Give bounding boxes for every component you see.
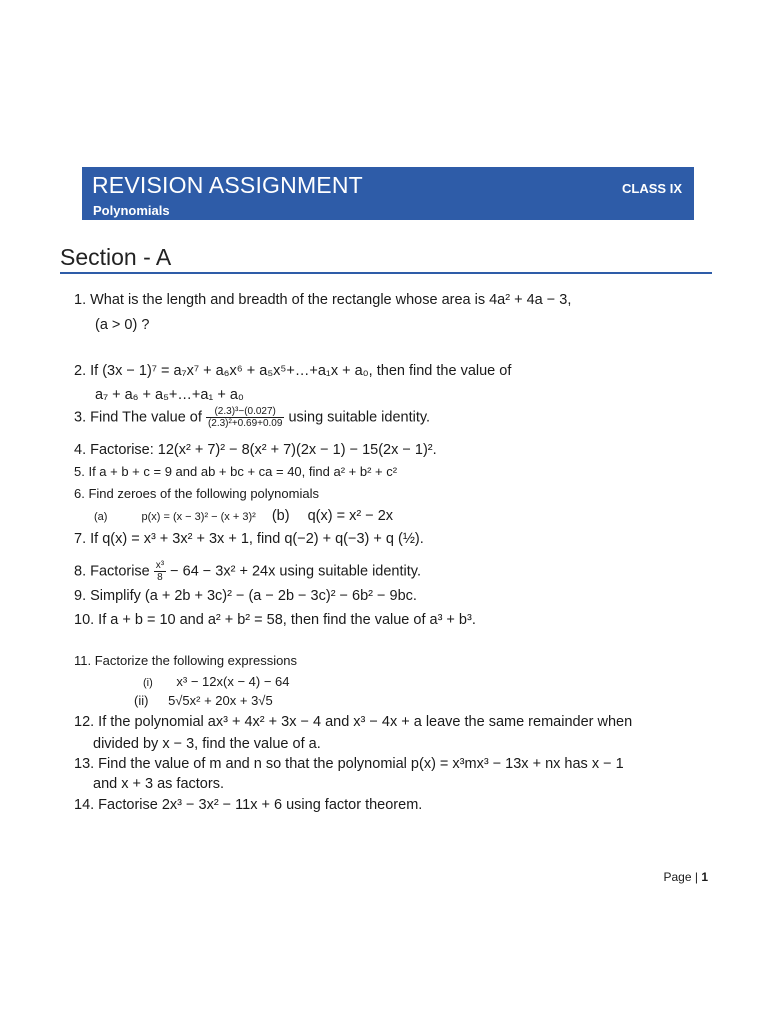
question-12-line-2: divided by x − 3, find the value of a. xyxy=(93,736,321,752)
page-number: 1 xyxy=(701,870,708,884)
question-14: 14. Factorise 2x³ − 3x² − 11x + 6 using factor theorem. xyxy=(74,797,423,813)
question-7: 7. If q(x) = x³ + 3x² + 3x + 1, find q(−2) + q(−3) + q (½). xyxy=(74,531,424,547)
question-11-ii-label: (ii) xyxy=(134,693,149,708)
question-13-line-1: 13. Find the value of m and n so that the polynomial p(x) = x³mx³ − 13x + nx has x − 1 xyxy=(74,756,624,772)
question-2-line-2: a₇ + a₆ + a₅+…+a₁ + a₀ xyxy=(95,387,244,403)
question-1-line-2: (a > 0) ? xyxy=(95,317,150,333)
question-11: 11. Factorize the following expressions xyxy=(74,653,298,668)
question-8 xyxy=(74,560,421,583)
question-11-i-label: (i) xyxy=(143,677,153,689)
page-footer xyxy=(664,870,709,884)
question-3-numerator: (2.3)³−(0.027) xyxy=(206,406,285,418)
question-6b-label: (b) xyxy=(271,508,290,524)
question-13-line-2: and x + 3 as factors. xyxy=(93,776,224,792)
question-10: 10. If a + b = 10 and a² + b² = 58, then find the value of a³ + b³. xyxy=(74,612,476,628)
document-title: REVISION ASSIGNMENT xyxy=(92,172,363,198)
question-1-line-1: 1. What is the length and breadth of the rectangle whose area is 4a² + 4a − 3, xyxy=(74,292,572,308)
question-6: 6. Find zeroes of the following polynomials xyxy=(74,486,319,501)
question-3-prefix: 3. Find The value of xyxy=(74,409,202,426)
question-11-ii: 5√5x² + 20x + 3√5 xyxy=(168,693,273,708)
question-6a: p(x) = (x − 3)² − (x + 3)² xyxy=(141,511,256,523)
question-6-options xyxy=(94,507,393,526)
question-2-line-1: 2. If (3x − 1)⁷ = a₇x⁷ + a₆x⁶ + a₅x⁵+…+a₁x + a₀, then find the value of xyxy=(74,363,512,379)
section-title: Section - A xyxy=(60,244,172,270)
question-3-denominator: (2.3)²+0.69+0.09 xyxy=(207,418,283,429)
question-8-prefix: 8. Factorise xyxy=(74,563,150,580)
question-6b: q(x) = x² − 2x xyxy=(307,508,394,524)
document-subtitle: Polynomials xyxy=(93,203,170,218)
question-12-line-1: 12. If the polynomial ax³ + 4x² + 3x − 4 and x³ − 4x + a leave the same remainder when xyxy=(74,714,633,730)
question-5: 5. If a + b + c = 9 and ab + bc + ca = 40, find a² + b² + c² xyxy=(74,464,398,479)
question-11-part-i xyxy=(143,673,290,692)
question-3-fraction xyxy=(206,406,285,429)
question-8-fraction xyxy=(154,560,166,583)
page-label: Page | xyxy=(663,870,702,884)
question-8-suffix: − 64 − 3x² + 24x using suitable identity. xyxy=(170,563,421,580)
question-6a-label: (a) xyxy=(94,511,108,523)
section-rule xyxy=(60,272,712,274)
question-3-suffix: using suitable identity. xyxy=(288,409,431,426)
question-11-part-ii xyxy=(134,692,273,710)
question-8-denominator: 8 xyxy=(157,572,163,583)
question-9: 9. Simplify (a + 2b + 3c)² − (a − 2b − 3c)² − 6b² − 9bc. xyxy=(74,588,417,604)
question-11-i: x³ − 12x(x − 4) − 64 xyxy=(176,674,290,689)
question-4: 4. Factorise: 12(x² + 7)² − 8(x² + 7)(2x − 1) − 15(2x − 1)². xyxy=(74,442,437,458)
class-label: CLASS IX xyxy=(622,181,682,196)
header-banner xyxy=(82,167,694,220)
question-8-numerator: x³ xyxy=(155,560,165,571)
question-3 xyxy=(74,406,430,429)
